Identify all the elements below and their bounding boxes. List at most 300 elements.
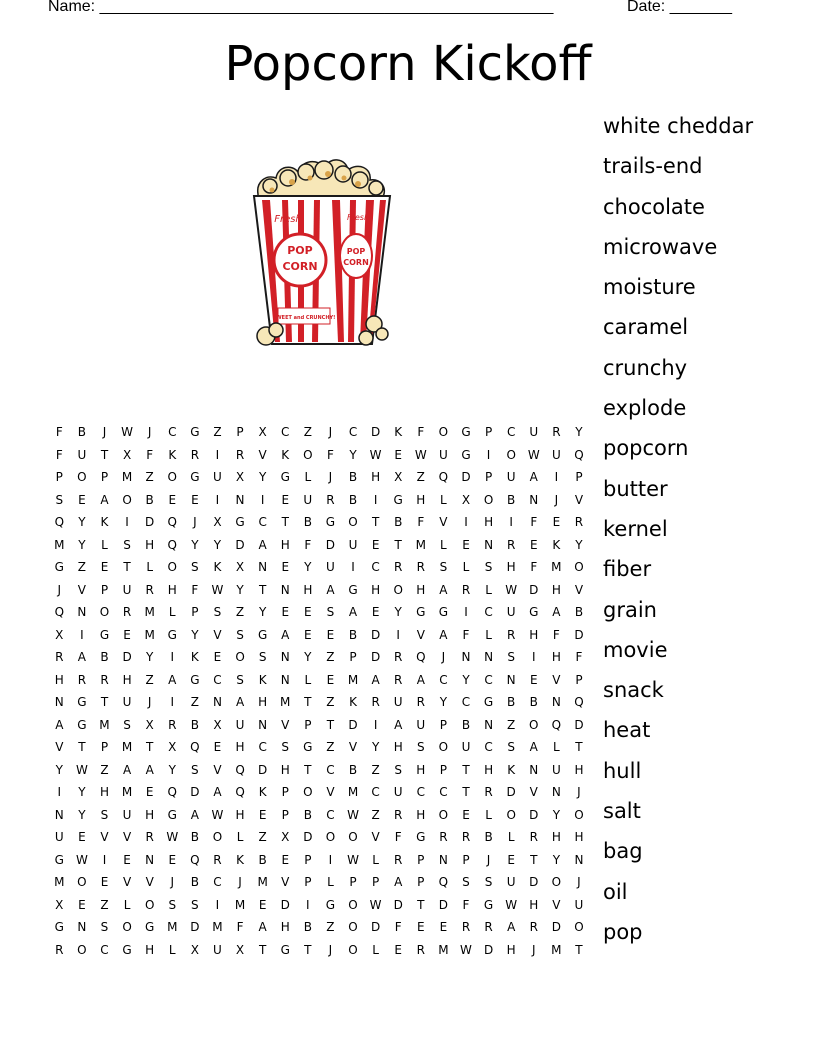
grid-letter[interactable]: W <box>414 447 427 462</box>
grid-letter[interactable]: T <box>304 762 312 777</box>
grid-letter[interactable]: P <box>191 605 199 619</box>
grid-letter[interactable]: E <box>462 807 470 822</box>
grid-letter[interactable]: M <box>167 920 178 934</box>
grid-letter[interactable]: J <box>57 582 62 597</box>
grid-letter[interactable]: S <box>258 650 267 664</box>
grid-letter[interactable]: C <box>326 807 335 822</box>
grid-letter[interactable]: S <box>168 897 177 912</box>
grid-letter[interactable]: N <box>551 785 561 799</box>
grid-letter[interactable]: U <box>213 470 222 484</box>
grid-letter[interactable]: S <box>123 537 131 552</box>
grid-letter[interactable]: G <box>122 942 132 957</box>
grid-letter[interactable]: P <box>371 875 380 889</box>
grid-letter[interactable]: L <box>101 537 108 552</box>
grid-letter[interactable]: U <box>551 447 561 462</box>
grid-letter[interactable]: U <box>348 537 358 552</box>
grid-letter[interactable]: E <box>394 447 402 462</box>
grid-letter[interactable]: I <box>396 627 400 642</box>
grid-letter[interactable]: M <box>234 897 246 912</box>
grid-letter[interactable]: M <box>551 560 562 574</box>
grid-letter[interactable]: M <box>54 875 65 889</box>
grid-letter[interactable]: U <box>416 717 426 732</box>
grid-letter[interactable]: I <box>554 470 559 484</box>
grid-letter[interactable]: P <box>281 785 289 799</box>
grid-letter[interactable]: N <box>212 695 222 709</box>
grid-letter[interactable]: E <box>100 875 109 889</box>
grid-letter[interactable]: D <box>551 920 561 934</box>
grid-letter[interactable]: P <box>100 582 109 597</box>
grid-letter[interactable]: M <box>280 695 291 709</box>
grid-letter[interactable]: N <box>438 852 448 867</box>
grid-letter[interactable]: Z <box>213 425 222 439</box>
grid-letter[interactable]: F <box>191 582 199 597</box>
grid-letter[interactable]: E <box>507 852 515 867</box>
grid-letter[interactable]: D <box>370 627 381 642</box>
grid-letter[interactable]: G <box>257 627 268 642</box>
grid-letter[interactable]: N <box>54 807 64 822</box>
grid-letter[interactable]: D <box>370 425 381 439</box>
grid-letter[interactable]: J <box>238 875 242 889</box>
grid-letter[interactable]: K <box>258 672 267 687</box>
grid-letter[interactable]: D <box>190 920 200 934</box>
grid-letter[interactable]: L <box>327 875 334 889</box>
grid-letter[interactable]: O <box>438 425 449 439</box>
grid-letter[interactable]: E <box>258 897 267 912</box>
grid-letter[interactable]: J <box>328 425 333 439</box>
grid-letter[interactable]: D <box>235 537 245 552</box>
grid-letter[interactable]: B <box>258 852 267 867</box>
grid-letter[interactable]: R <box>394 672 403 687</box>
grid-letter[interactable]: Z <box>100 762 109 777</box>
grid-letter[interactable]: U <box>506 875 516 889</box>
grid-letter[interactable]: K <box>190 650 199 664</box>
grid-letter[interactable]: E <box>529 537 538 552</box>
grid-letter[interactable]: V <box>574 582 584 597</box>
grid-letter[interactable]: X <box>394 470 403 484</box>
grid-letter[interactable]: T <box>530 852 538 867</box>
grid-letter[interactable]: Y <box>191 537 199 552</box>
grid-letter[interactable]: R <box>461 582 471 597</box>
grid-letter[interactable]: B <box>461 717 471 732</box>
grid-letter[interactable]: K <box>236 852 244 867</box>
grid-letter[interactable]: C <box>348 425 358 439</box>
grid-letter[interactable]: H <box>99 785 109 799</box>
grid-letter[interactable]: K <box>100 515 109 529</box>
grid-letter[interactable]: H <box>371 470 381 484</box>
grid-letter[interactable]: C <box>213 672 222 687</box>
grid-letter[interactable]: R <box>484 920 493 934</box>
grid-letter[interactable]: I <box>215 492 220 507</box>
grid-letter[interactable]: C <box>416 785 425 799</box>
grid-letter[interactable]: N <box>529 492 539 507</box>
grid-letter[interactable]: P <box>417 875 425 889</box>
grid-letter[interactable]: O <box>529 717 539 732</box>
grid-letter[interactable]: Y <box>258 605 267 619</box>
grid-letter[interactable]: S <box>236 672 244 687</box>
grid-letter[interactable]: B <box>348 470 358 484</box>
grid-letter[interactable]: V <box>416 627 425 642</box>
grid-letter[interactable]: S <box>484 875 493 889</box>
grid-letter[interactable]: N <box>551 695 561 709</box>
grid-letter[interactable]: W <box>211 807 224 822</box>
grid-letter[interactable]: S <box>281 740 290 754</box>
grid-letter[interactable]: S <box>191 897 199 912</box>
grid-letter[interactable]: Y <box>191 627 199 642</box>
grid-letter[interactable]: I <box>215 897 220 912</box>
grid-letter[interactable]: Z <box>235 605 245 619</box>
grid-letter[interactable]: V <box>552 672 561 687</box>
grid-letter[interactable]: D <box>145 515 155 529</box>
grid-letter[interactable]: E <box>168 852 177 867</box>
grid-letter[interactable]: Z <box>190 695 199 709</box>
grid-letter[interactable]: H <box>258 695 268 709</box>
grid-letter[interactable]: P <box>281 807 289 822</box>
grid-letter[interactable]: O <box>506 447 516 462</box>
grid-letter[interactable]: C <box>439 785 448 799</box>
grid-letter[interactable]: U <box>303 492 313 507</box>
grid-letter[interactable]: J <box>554 492 559 507</box>
grid-letter[interactable]: Z <box>326 920 335 934</box>
grid-letter[interactable]: E <box>281 492 290 507</box>
grid-letter[interactable]: O <box>438 740 449 754</box>
grid-letter[interactable]: V <box>213 762 222 777</box>
grid-letter[interactable]: I <box>373 492 378 507</box>
grid-letter[interactable]: R <box>55 650 64 664</box>
grid-letter[interactable]: M <box>551 942 562 957</box>
grid-letter[interactable]: O <box>551 875 562 889</box>
grid-letter[interactable]: S <box>236 627 244 642</box>
grid-letter[interactable]: F <box>417 425 425 439</box>
grid-letter[interactable]: O <box>122 920 132 934</box>
grid-letter[interactable]: Q <box>190 740 200 754</box>
grid-letter[interactable]: C <box>100 942 109 957</box>
grid-letter[interactable]: E <box>281 605 290 619</box>
grid-letter[interactable]: O <box>574 560 584 574</box>
grid-letter[interactable]: G <box>325 897 336 912</box>
grid-letter[interactable]: F <box>394 920 402 934</box>
grid-letter[interactable]: K <box>552 537 561 552</box>
grid-letter[interactable]: G <box>280 470 290 484</box>
grid-letter[interactable]: L <box>304 672 312 687</box>
grid-letter[interactable]: N <box>258 560 268 574</box>
grid-letter[interactable]: K <box>507 762 516 777</box>
grid-letter[interactable]: R <box>145 582 154 597</box>
grid-letter[interactable]: Q <box>235 785 245 799</box>
grid-letter[interactable]: H <box>167 582 177 597</box>
grid-letter[interactable]: G <box>461 425 471 439</box>
grid-letter[interactable]: Z <box>258 830 267 844</box>
grid-letter[interactable]: G <box>190 470 200 484</box>
grid-letter[interactable]: B <box>348 627 358 642</box>
grid-letter[interactable]: I <box>80 627 84 642</box>
grid-letter[interactable]: O <box>348 515 358 529</box>
grid-letter[interactable]: B <box>190 717 199 732</box>
grid-letter[interactable]: R <box>416 695 425 709</box>
grid-letter[interactable]: S <box>394 762 403 777</box>
grid-letter[interactable]: G <box>325 515 336 529</box>
grid-letter[interactable]: S <box>416 740 425 754</box>
grid-letter[interactable]: E <box>78 897 86 912</box>
grid-letter[interactable]: N <box>529 762 539 777</box>
grid-letter[interactable]: Q <box>551 717 562 732</box>
grid-letter[interactable]: K <box>213 560 222 574</box>
grid-letter[interactable]: X <box>461 492 471 507</box>
grid-letter[interactable]: T <box>462 762 470 777</box>
grid-letter[interactable]: A <box>529 470 538 484</box>
grid-letter[interactable]: L <box>168 942 176 957</box>
grid-letter[interactable]: M <box>212 920 223 934</box>
grid-letter[interactable]: Q <box>167 537 177 552</box>
grid-letter[interactable]: H <box>280 920 290 934</box>
grid-letter[interactable]: E <box>78 492 86 507</box>
grid-letter[interactable]: V <box>371 830 380 844</box>
grid-letter[interactable]: S <box>507 740 515 754</box>
grid-letter[interactable]: E <box>326 672 335 687</box>
grid-letter[interactable]: V <box>100 830 109 844</box>
grid-letter[interactable]: H <box>529 897 539 912</box>
grid-letter[interactable]: D <box>348 717 358 732</box>
grid-letter[interactable]: B <box>190 875 199 889</box>
grid-letter[interactable]: R <box>416 942 425 957</box>
grid-letter[interactable]: I <box>125 515 129 529</box>
grid-letter[interactable]: E <box>281 560 290 574</box>
grid-letter[interactable]: G <box>54 920 64 934</box>
grid-letter[interactable]: I <box>170 650 175 664</box>
grid-letter[interactable]: D <box>506 785 516 799</box>
grid-letter[interactable]: E <box>123 852 131 867</box>
grid-letter[interactable]: E <box>281 852 290 867</box>
grid-letter[interactable]: H <box>122 672 132 687</box>
grid-letter[interactable]: M <box>438 942 449 957</box>
grid-letter[interactable]: N <box>258 717 268 732</box>
grid-letter[interactable]: X <box>235 470 245 484</box>
grid-letter[interactable]: X <box>55 897 64 912</box>
grid-letter[interactable]: L <box>146 560 154 574</box>
grid-letter[interactable]: R <box>394 650 403 664</box>
grid-letter[interactable]: W <box>166 830 179 844</box>
grid-letter[interactable]: U <box>461 740 471 754</box>
grid-letter[interactable]: V <box>529 785 538 799</box>
grid-letter[interactable]: D <box>325 537 336 552</box>
grid-letter[interactable]: C <box>484 740 493 754</box>
grid-letter[interactable]: D <box>303 830 313 844</box>
grid-letter[interactable]: W <box>347 852 359 867</box>
grid-letter[interactable]: Q <box>167 785 177 799</box>
grid-letter[interactable]: H <box>506 942 516 957</box>
grid-letter[interactable]: H <box>416 807 426 822</box>
grid-letter[interactable]: K <box>349 695 357 709</box>
grid-letter[interactable]: M <box>144 627 155 642</box>
grid-letter[interactable]: J <box>531 942 536 957</box>
grid-letter[interactable]: O <box>167 470 177 484</box>
grid-letter[interactable]: V <box>258 447 267 462</box>
grid-letter[interactable]: I <box>486 447 491 462</box>
grid-letter[interactable]: U <box>213 942 222 957</box>
grid-letter[interactable]: C <box>281 425 290 439</box>
grid-letter[interactable]: L <box>485 627 492 642</box>
grid-letter[interactable]: J <box>577 785 581 799</box>
grid-letter[interactable]: T <box>575 942 583 957</box>
grid-letter[interactable]: U <box>122 695 132 709</box>
grid-letter[interactable]: C <box>371 785 380 799</box>
grid-letter[interactable]: H <box>416 762 426 777</box>
grid-letter[interactable]: J <box>147 425 152 439</box>
grid-letter[interactable]: R <box>168 717 177 732</box>
grid-letter[interactable]: T <box>394 537 402 552</box>
grid-letter[interactable]: O <box>303 447 313 462</box>
grid-letter[interactable]: Q <box>416 650 426 664</box>
grid-letter[interactable]: G <box>416 830 426 844</box>
grid-letter[interactable]: D <box>574 717 584 732</box>
grid-letter[interactable]: G <box>99 627 110 642</box>
grid-letter[interactable]: J <box>193 515 197 529</box>
grid-letter[interactable]: C <box>484 605 493 619</box>
grid-letter[interactable]: O <box>99 605 110 619</box>
grid-letter[interactable]: I <box>215 447 220 462</box>
grid-letter[interactable]: P <box>439 762 448 777</box>
grid-letter[interactable]: A <box>326 582 335 597</box>
grid-letter[interactable]: A <box>507 920 516 934</box>
grid-letter[interactable]: A <box>258 920 267 934</box>
grid-letter[interactable]: R <box>529 920 538 934</box>
grid-letter[interactable]: B <box>348 762 358 777</box>
grid-letter[interactable]: R <box>77 672 87 687</box>
grid-letter[interactable]: F <box>462 897 470 912</box>
grid-letter[interactable]: P <box>417 852 425 867</box>
grid-letter[interactable]: T <box>371 515 380 529</box>
grid-letter[interactable]: H <box>529 627 539 642</box>
grid-letter[interactable]: T <box>462 785 470 799</box>
grid-letter[interactable]: Z <box>145 470 154 484</box>
grid-letter[interactable]: R <box>394 560 403 574</box>
grid-letter[interactable]: N <box>77 605 87 619</box>
grid-letter[interactable]: T <box>100 447 109 462</box>
grid-letter[interactable]: N <box>77 920 87 934</box>
grid-letter[interactable]: P <box>304 852 312 867</box>
grid-letter[interactable]: F <box>552 627 560 642</box>
grid-letter[interactable]: M <box>121 785 133 799</box>
grid-letter[interactable]: H <box>145 807 155 822</box>
grid-letter[interactable]: Q <box>574 695 584 709</box>
grid-letter[interactable]: L <box>485 582 492 597</box>
grid-letter[interactable]: B <box>507 695 516 709</box>
grid-letter[interactable]: P <box>484 425 493 439</box>
grid-letter[interactable]: S <box>326 605 335 619</box>
grid-letter[interactable]: K <box>394 425 403 439</box>
grid-letter[interactable]: A <box>235 695 245 709</box>
grid-letter[interactable]: B <box>394 515 403 529</box>
grid-letter[interactable]: B <box>303 515 312 529</box>
grid-letter[interactable]: O <box>506 807 516 822</box>
grid-letter[interactable]: W <box>211 582 224 597</box>
grid-letter[interactable]: R <box>507 627 516 642</box>
grid-letter[interactable]: W <box>505 897 518 912</box>
grid-letter[interactable]: F <box>236 920 244 934</box>
grid-letter[interactable]: O <box>235 650 245 664</box>
grid-letter[interactable]: Z <box>100 897 109 912</box>
grid-letter[interactable]: M <box>415 537 426 552</box>
grid-letter[interactable]: F <box>575 650 583 664</box>
grid-letter[interactable]: I <box>260 492 265 507</box>
grid-letter[interactable]: G <box>303 740 313 754</box>
grid-letter[interactable]: O <box>348 942 358 957</box>
grid-letter[interactable]: Y <box>349 447 357 462</box>
grid-letter[interactable]: Y <box>371 740 380 754</box>
grid-letter[interactable]: V <box>55 740 64 754</box>
grid-letter[interactable]: T <box>78 740 86 754</box>
grid-letter[interactable]: X <box>213 717 222 732</box>
grid-letter[interactable]: O <box>348 897 358 912</box>
grid-letter[interactable]: N <box>484 717 494 732</box>
grid-letter[interactable]: Q <box>167 515 177 529</box>
grid-letter[interactable]: V <box>281 875 290 889</box>
grid-letter[interactable]: L <box>304 470 312 484</box>
grid-letter[interactable]: V <box>145 875 154 889</box>
grid-letter[interactable]: L <box>123 897 131 912</box>
grid-letter[interactable]: O <box>77 942 87 957</box>
grid-letter[interactable]: Y <box>78 537 86 552</box>
grid-letter[interactable]: A <box>145 762 154 777</box>
grid-letter[interactable]: B <box>303 807 312 822</box>
grid-letter[interactable]: O <box>483 492 494 507</box>
grid-letter[interactable]: C <box>258 515 267 529</box>
grid-letter[interactable]: G <box>393 492 403 507</box>
grid-letter[interactable]: V <box>281 717 290 732</box>
grid-letter[interactable]: R <box>100 672 109 687</box>
grid-letter[interactable]: J <box>147 695 152 709</box>
grid-letter[interactable]: Y <box>552 807 561 822</box>
grid-letter[interactable]: X <box>145 717 154 732</box>
grid-letter[interactable]: V <box>77 582 86 597</box>
grid-letter[interactable]: H <box>280 762 290 777</box>
grid-letter[interactable]: T <box>100 695 109 709</box>
grid-letter[interactable]: R <box>55 942 64 957</box>
grid-letter[interactable]: F <box>394 830 402 844</box>
grid-letter[interactable]: C <box>213 875 222 889</box>
grid-letter[interactable]: G <box>167 807 177 822</box>
grid-letter[interactable]: E <box>529 672 538 687</box>
grid-letter[interactable]: G <box>438 605 449 619</box>
grid-letter[interactable]: P <box>349 875 357 889</box>
grid-letter[interactable]: S <box>507 650 515 664</box>
grid-letter[interactable]: P <box>55 470 63 484</box>
grid-letter[interactable]: I <box>351 560 355 574</box>
grid-letter[interactable]: A <box>213 785 222 799</box>
grid-letter[interactable]: D <box>190 785 200 799</box>
grid-letter[interactable]: H <box>574 830 584 844</box>
grid-letter[interactable]: B <box>529 695 538 709</box>
grid-letter[interactable]: X <box>190 942 199 957</box>
grid-letter[interactable]: Q <box>438 875 449 889</box>
grid-letter[interactable]: J <box>577 875 581 889</box>
grid-letter[interactable]: O <box>574 920 584 934</box>
grid-letter[interactable]: G <box>167 627 177 642</box>
grid-letter[interactable]: E <box>258 807 267 822</box>
grid-letter[interactable]: D <box>483 942 494 957</box>
grid-letter[interactable]: H <box>574 762 584 777</box>
grid-letter[interactable]: H <box>506 560 516 574</box>
grid-letter[interactable]: U <box>574 897 584 912</box>
grid-letter[interactable]: V <box>122 830 132 844</box>
grid-letter[interactable]: K <box>258 785 267 799</box>
grid-letter[interactable]: S <box>213 605 222 619</box>
grid-letter[interactable]: B <box>348 492 358 507</box>
grid-letter[interactable]: W <box>75 762 88 777</box>
grid-letter[interactable]: F <box>530 560 538 574</box>
grid-letter[interactable]: R <box>394 852 403 867</box>
grid-letter[interactable]: R <box>394 807 403 822</box>
grid-letter[interactable]: N <box>280 650 290 664</box>
